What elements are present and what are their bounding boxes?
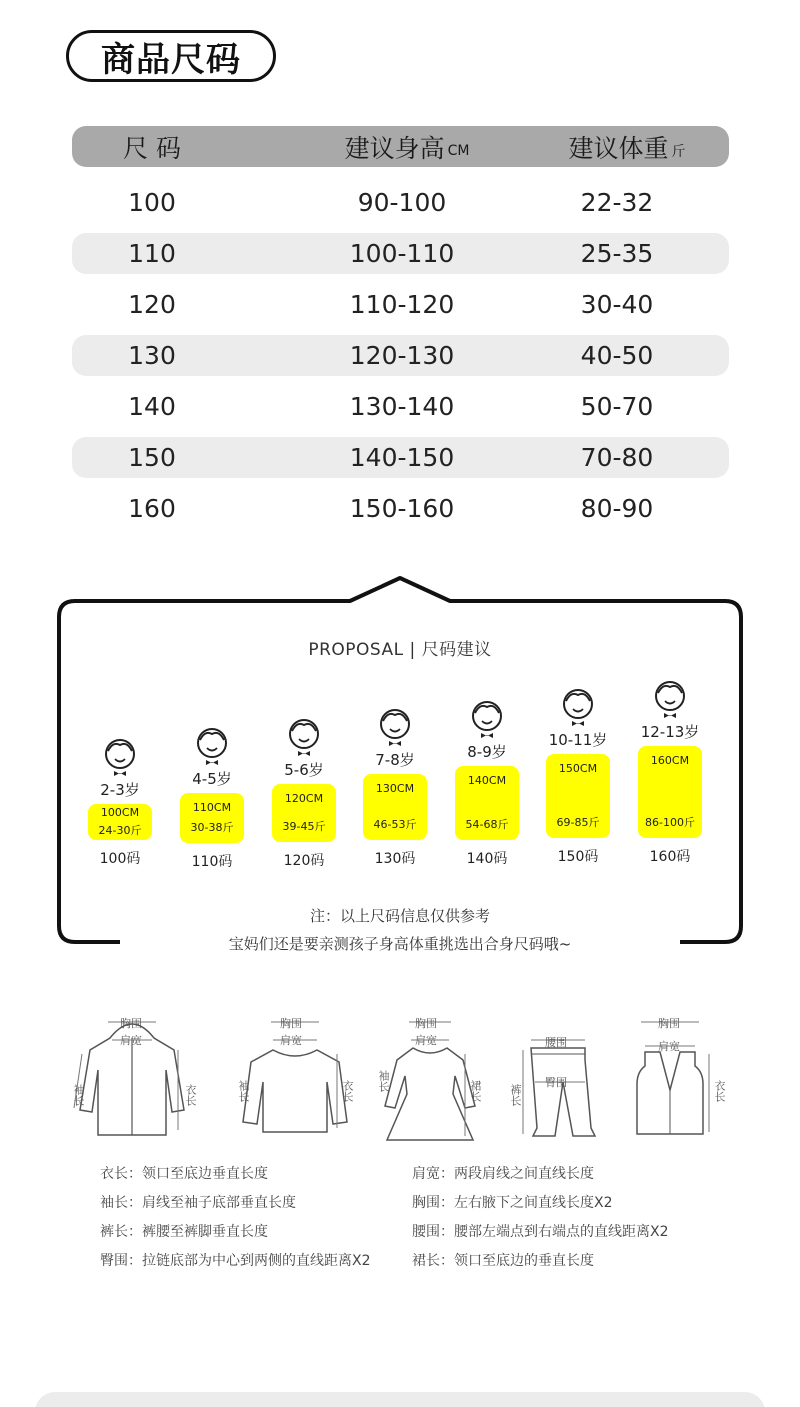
- table-row: [72, 432, 729, 483]
- dress-diagram: [375, 1010, 485, 1150]
- height-value: 130CM: [375, 782, 415, 795]
- size-table: [72, 126, 729, 534]
- cell-size: 120: [128, 290, 176, 319]
- size-suggestion-card: [447, 699, 527, 868]
- cell-size: 160: [128, 494, 176, 523]
- size-highlight: [546, 754, 610, 838]
- chest-label: 胸围: [280, 1017, 302, 1030]
- cell-height: 150-160: [349, 494, 455, 523]
- child-face-icon: [468, 699, 506, 739]
- weight-value: 30-38斤: [190, 821, 234, 834]
- weight-value: 39-45斤: [282, 820, 326, 833]
- table-row: [72, 483, 729, 534]
- child-face-icon: [101, 737, 139, 777]
- disclaimer-note: 注：以上尺码信息仅供参考: [309, 907, 490, 925]
- cell-size: 110: [128, 239, 176, 268]
- advice-note: 宝妈们还是要亲测孩子身高体重挑选出合身尺码哦~: [228, 935, 572, 953]
- table-row: [72, 330, 729, 381]
- child-face-icon: [376, 707, 414, 747]
- cell-height: 100-110: [349, 239, 455, 268]
- size-suggestion-card: [630, 679, 710, 866]
- size-code: 100码: [99, 851, 141, 867]
- size-code: 160码: [649, 849, 691, 865]
- header-size: 尺 码: [123, 133, 181, 163]
- height-value: 160CM: [650, 754, 690, 767]
- header-weight-label: 建议体重: [568, 133, 669, 163]
- bottom-section-edge: [35, 1392, 765, 1407]
- header-height-label: 建议身高: [344, 133, 445, 163]
- cell-weight: 40-50: [580, 341, 654, 370]
- size-suggestion-card: [172, 726, 252, 871]
- shoulder-label: 肩宽: [415, 1034, 437, 1047]
- shoulder-label: 肩宽: [120, 1034, 142, 1047]
- definition-item: 裤长：裤腰至裤脚垂直长度: [100, 1224, 268, 1240]
- height-value: 140CM: [467, 774, 507, 787]
- chest-label: 胸围: [415, 1017, 437, 1030]
- table-row: [72, 228, 729, 279]
- size-suggestion-card: [538, 687, 618, 866]
- definition-item: 胸围：左右腋下之间直线长度X2: [412, 1195, 613, 1211]
- cell-height: 140-150: [349, 443, 455, 472]
- weight-value: 46-53斤: [373, 818, 417, 831]
- child-face-icon: [651, 679, 689, 719]
- jacket-diagram: [70, 1010, 195, 1150]
- length-label: 裙长: [469, 1080, 482, 1102]
- table-header: [72, 126, 729, 167]
- size-code: 150码: [557, 849, 599, 865]
- cell-height: 110-120: [349, 290, 455, 319]
- header-weight-unit: 斤: [671, 143, 686, 160]
- weight-value: 69-85斤: [556, 816, 600, 829]
- size-code: 110码: [191, 854, 233, 870]
- cell-height: 90-100: [357, 188, 447, 217]
- sleeve-label: 袖长: [237, 1080, 250, 1102]
- size-code: 120码: [283, 853, 325, 869]
- size-highlight: [88, 804, 152, 840]
- size-highlight: [363, 774, 427, 840]
- size-suggestion-card: [80, 737, 160, 868]
- size-highlight: [180, 793, 244, 843]
- child-face-icon: [285, 717, 323, 757]
- cell-weight: 70-80: [580, 443, 654, 472]
- height-value: 100CM: [100, 806, 140, 819]
- measurement-diagrams: [70, 1010, 730, 1150]
- sleeve-label: 袖长: [72, 1084, 85, 1106]
- length-label: 衣长: [341, 1080, 354, 1102]
- child-face-icon: [559, 687, 597, 727]
- size-highlight: [455, 766, 519, 840]
- table-row: [72, 381, 729, 432]
- definition-item: 衣长：领口至底边垂直长度: [100, 1166, 268, 1182]
- cell-weight: 50-70: [580, 392, 654, 421]
- size-code: 130码: [374, 851, 416, 867]
- age-label: 12-13岁: [640, 723, 700, 741]
- size-highlight: [272, 784, 336, 842]
- age-label: 2-3岁: [100, 781, 140, 799]
- table-row: [72, 279, 729, 330]
- age-label: 5-6岁: [284, 761, 324, 779]
- header-weight: [527, 126, 727, 167]
- cell-size: 100: [128, 188, 176, 217]
- weight-value: 24-30斤: [98, 824, 142, 837]
- definition-item: 腰围：腰部左端点到右端点的直线距离X2: [412, 1224, 669, 1240]
- definition-item: 肩宽：两段肩线之间直线长度: [412, 1166, 594, 1182]
- weight-value: 54-68斤: [465, 818, 509, 831]
- size-code: 140码: [466, 851, 508, 867]
- waist-label: 腰围: [545, 1036, 567, 1049]
- length-label: 裤长: [509, 1084, 522, 1106]
- hooded-jacket-icon: [70, 1010, 195, 1150]
- proposal-title: PROPOSAL | 尺码建议: [308, 640, 492, 660]
- pants-diagram: [505, 1010, 605, 1150]
- cell-height: 120-130: [349, 341, 455, 370]
- height-value: 110CM: [192, 801, 232, 814]
- age-label: 10-11岁: [548, 731, 608, 749]
- length-label: 衣长: [713, 1080, 726, 1102]
- header-height: [307, 126, 507, 167]
- length-label: 衣长: [184, 1084, 197, 1106]
- definition-item: 袖长：肩线至袖子底部垂直长度: [100, 1195, 296, 1211]
- size-suggestion-card: [355, 707, 435, 868]
- cell-size: 140: [128, 392, 176, 421]
- shoulder-label: 肩宽: [280, 1034, 302, 1047]
- height-value: 150CM: [558, 762, 598, 775]
- header-height-unit: CM: [447, 142, 470, 159]
- chest-label: 胸围: [658, 1017, 680, 1030]
- age-label: 7-8岁: [375, 751, 415, 769]
- hip-label: 臀围: [545, 1076, 567, 1089]
- sweater-diagram: [235, 1010, 355, 1150]
- sweater-icon: [235, 1010, 355, 1150]
- shoulder-label: 肩宽: [658, 1040, 680, 1053]
- table-row: [72, 177, 729, 228]
- definition-item: 裙长：领口至底边的垂直长度: [412, 1253, 594, 1269]
- weight-value: 86-100斤: [645, 816, 695, 829]
- definition-item: 臀围：拉链底部为中心到两侧的直线距离X2: [100, 1253, 371, 1269]
- size-suggestion-card: [264, 717, 344, 870]
- cell-weight: 22-32: [580, 188, 654, 217]
- chest-label: 胸围: [120, 1017, 142, 1030]
- vest-diagram: [615, 1010, 725, 1150]
- page-title: 商品尺码: [66, 30, 276, 82]
- sleeve-label: 袖长: [377, 1070, 390, 1092]
- size-highlight: [638, 746, 702, 838]
- cell-size: 130: [128, 341, 176, 370]
- height-value: 120CM: [284, 792, 324, 805]
- cell-weight: 80-90: [580, 494, 654, 523]
- age-label: 4-5岁: [192, 770, 232, 788]
- child-face-icon: [193, 726, 231, 766]
- vest-icon: [615, 1010, 725, 1150]
- age-label: 8-9岁: [467, 743, 507, 761]
- cell-size: 150: [128, 443, 176, 472]
- cell-weight: 25-35: [580, 239, 654, 268]
- size-proposal-panel: [55, 575, 745, 960]
- cell-weight: 30-40: [580, 290, 654, 319]
- cell-height: 130-140: [349, 392, 455, 421]
